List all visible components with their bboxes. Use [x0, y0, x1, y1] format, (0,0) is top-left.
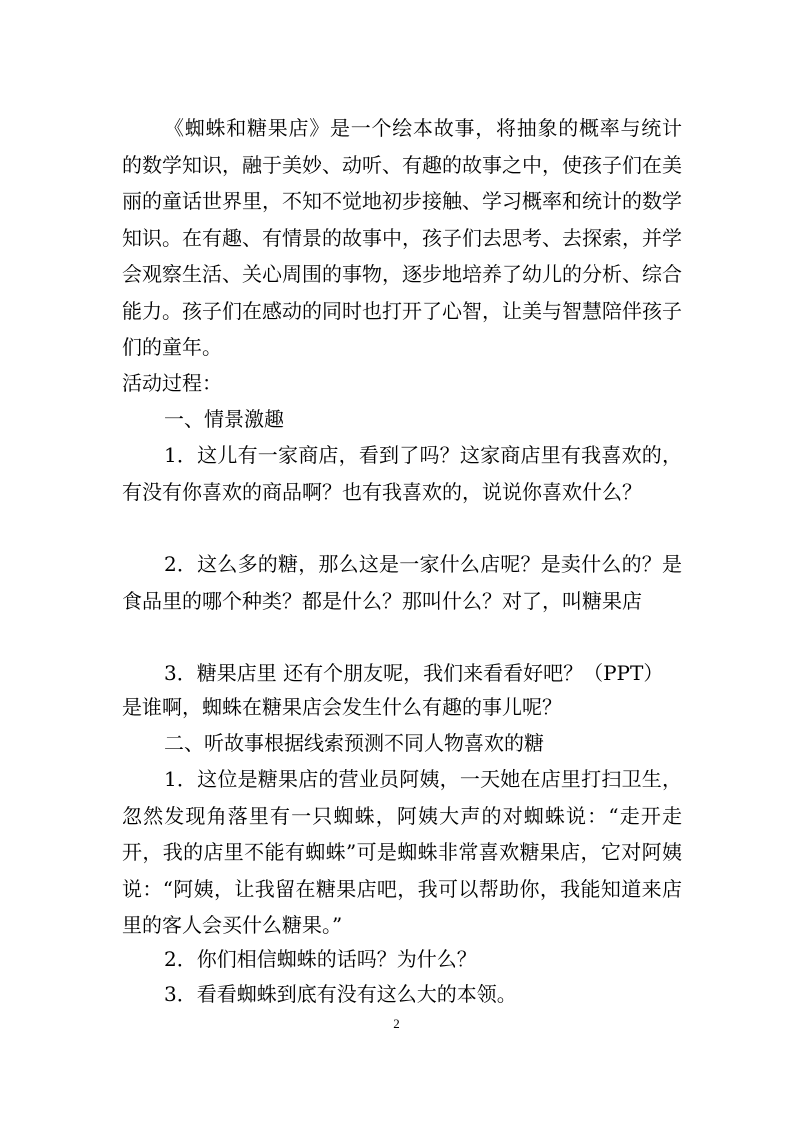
section1-item3-continuation: 是谁啊，蜘蛛在糖果店会发生什么有趣的事儿呢？ — [122, 695, 562, 719]
page-number: 2 — [393, 1016, 400, 1031]
section1-item2: 2．这么多的糖，那么这是一家什么店呢？是卖什么的？是食品里的哪个种类？都是什么？那叫什么？对了，叫糖果店 — [122, 552, 682, 613]
section2-item2: 2．你们相信蜘蛛的话吗？为什么？ — [164, 947, 477, 971]
activity-heading: 活动过程： — [122, 371, 222, 395]
intro-paragraph: 《蜘蛛和糖果店》是一个绘本故事，将抽象的概率与统计的数学知识，融于美妙、动听、有趣的故事之中，使孩子们在美丽的童话世界里，不知不觉地初步接触、学习概率和统计的数学知识。在有趣、有情景的故事中，孩子们去思考、去探索，并学会观察生活、关心周围的事物，逐步地培养了幼儿的分析、综合能力。孩子们在感动的同时也打开了心智，让美与智慧陪伴孩子们的童年。 — [122, 116, 682, 359]
section2-item3: 3．看看蜘蛛到底有没有这么大的本领。 — [164, 982, 517, 1006]
section2-heading: 二、听故事根据线索预测不同人物喜欢的糖 — [164, 731, 544, 755]
section2-item1: 1．这位是糖果店的营业员阿姨，一天她在店里打扫卫生，忽然发现角落里有一只蜘蛛，阿姨大声的对蜘蛛说：“走开走开，我的店里不能有蜘蛛”可是蜘蛛非常喜欢糖果店，它对阿姨说：“阿姨，让我留在糖果店吧，我可以帮助你，我能知道来店里的客人会买什么糖果。” — [122, 767, 682, 937]
section1-item3: 3．糖果店里 还有个朋友呢，我们来看看好吧？（PPT） — [164, 661, 664, 685]
section1-heading: 一、情景激趣 — [164, 407, 284, 431]
section1-item1: 1．这儿有一家商店，看到了吗？这家商店里有我喜欢的，有没有你喜欢的商品啊？也有我喜欢的，说说你喜欢什么？ — [122, 443, 682, 504]
